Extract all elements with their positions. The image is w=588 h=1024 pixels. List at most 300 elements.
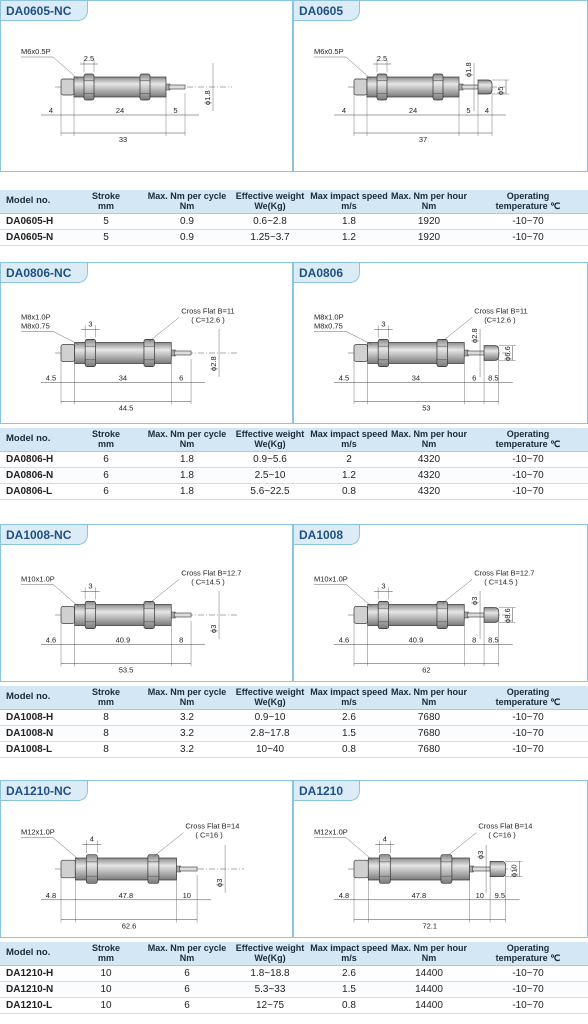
dim-rod-length: 6 [179,373,184,383]
model-number-cell: DA1008-L [0,741,70,757]
column-header [390,428,468,451]
table-cell: 0.9 [142,213,232,229]
cross-flat-label: Cross Flat B=11 [181,306,235,316]
column-header-line: Nm [179,439,195,450]
column-header-line: Effective weight [235,191,305,202]
dim-front-length: 4 [341,106,347,115]
column-header [232,686,308,709]
table-cell: 1.2 [308,467,390,483]
column-header-line: Operating [506,191,550,202]
hex-nut [86,855,97,884]
thread-callout [21,574,79,606]
table-row [0,997,588,1013]
dim-bumper-diameter: ϕ8.6 [502,608,512,623]
table-cell: 8 [70,741,142,757]
column-header-line: temperature ℃ [495,201,561,212]
cross-flat-c: ( C=14.5 ) [191,577,225,587]
column-header [142,942,232,965]
column-header-line: Nm [421,439,437,450]
table-cell: 12~75 [232,997,308,1013]
bumper-cap [484,608,499,623]
dim-front-length: 4.8 [45,890,57,900]
column-header-line: Max. Nm per hour [391,943,468,954]
table-cell: 10 [70,981,142,997]
spec-table [0,942,588,1014]
table-cell: 1.5 [308,725,390,741]
model-number-cell: DA0605-H [0,213,70,229]
column-header [468,686,588,709]
table-cell: 1.8 [308,213,390,229]
dim-body-length: 34 [411,373,421,383]
dim-tip-length: 9.5 [494,890,506,900]
technical-drawing [294,543,587,681]
column-header-line: m/s [341,439,357,450]
bumper-cap [490,861,505,876]
dim-rod-diameter: ϕ1.8 [203,90,212,105]
dim-hex-width: 2.5 [376,54,388,63]
column-header-line: We(Kg) [254,697,286,708]
table-row [0,467,588,483]
column-header [0,190,70,213]
column-header-line: Max. Nm per cycle [147,429,227,440]
column-header [308,942,390,965]
column-header [232,428,308,451]
hex-nut [85,601,96,628]
table-cell: 0.9~10 [232,709,308,725]
model-number-cell: DA1210-N [0,981,70,997]
table-cell: -10~70 [468,451,588,467]
column-header-line: Effective weight [235,687,305,698]
dim-rod-diameter: ϕ1.8 [464,62,473,77]
cross-flat-c: ( C=12.6 ) [191,315,225,325]
cross-flat-c: ( C=16 ) [488,830,516,840]
dim-front-length: 4.8 [338,890,350,900]
technical-drawing [294,19,587,171]
table-cell: 1920 [390,229,468,245]
table-cell: 4320 [390,451,468,467]
table-cell: 6 [142,965,232,981]
table-cell: -10~70 [468,467,588,483]
dim-rod-diameter: ϕ3 [215,878,225,887]
dim-rod-length: 8 [179,635,184,645]
column-header-line: mm [97,953,114,964]
column-header-line: Nm [421,697,437,708]
column-header-line: temperature ℃ [495,953,561,964]
table-cell: -10~70 [468,213,588,229]
column-header-line: Max impact speed [310,429,388,440]
dim-rod-length: 6 [472,373,477,383]
table-cell: -10~70 [468,981,588,997]
table-header-row [0,428,588,451]
thread-callout [314,47,371,79]
column-header [468,190,588,213]
column-header [468,942,588,965]
table-cell: 0.8 [308,741,390,757]
column-header-line: m/s [341,697,357,708]
piston-rod [467,351,484,355]
hex-nut [144,339,155,366]
table-header-row [0,942,588,965]
dim-tip-length: 8.5 [488,635,499,645]
table-row [0,725,588,741]
cross-flat-label: Cross Flat B=14 [185,821,240,831]
dim-rod-diameter: ϕ2.8 [470,328,480,343]
table-cell: 10~40 [232,741,308,757]
table-cell: 8 [70,725,142,741]
front-cap [61,79,74,95]
hex-nut [378,339,389,366]
table-cell: 1.8~18.8 [232,965,308,981]
table-cell: 6 [142,997,232,1013]
table-cell: 14400 [390,997,468,1013]
table-cell: 2.8~17.8 [232,725,308,741]
bumper-cap [478,80,492,94]
thread-spec: M10x1.0P [21,574,55,584]
column-header [390,190,468,213]
table-cell: 2.6 [308,965,390,981]
column-header-line: Model no. [6,947,51,959]
drawing-panel-da1008-nc [0,524,293,682]
dim-body-length: 40.9 [408,635,424,645]
column-header [232,190,308,213]
dim-hex-width: 2.5 [83,54,95,63]
dim-rod-length: 10 [182,890,191,900]
table-cell: 4320 [390,483,468,499]
table-cell: 3.2 [142,741,232,757]
column-header-line: Model no. [6,691,51,703]
table-cell: 4320 [390,467,468,483]
drawing-panel-da0605-nc [0,0,293,172]
column-header-line: Max impact speed [310,191,388,202]
column-header [0,428,70,451]
table-row [0,709,588,725]
shock-absorber-drawing [314,306,528,412]
table-cell: 6 [142,981,232,997]
dim-rod-diameter: ϕ3 [209,624,219,633]
column-header-line: Nm [421,201,437,212]
hex-nut [84,74,94,100]
table-cell: 2 [308,451,390,467]
table-cell: 1.8 [142,483,232,499]
dim-body-length: 47.8 [118,890,134,900]
column-header-line: Max. Nm per hour [391,191,468,202]
table-cell: 10 [70,997,142,1013]
column-header [0,942,70,965]
dim-hex-width: 3 [381,581,386,591]
table-cell: 2.6 [308,709,390,725]
table-row [0,741,588,757]
thread-spec: M8x1.0P M8x0.75 [21,312,51,331]
table-cell: -10~70 [468,965,588,981]
shock-absorber-drawing [21,822,244,931]
column-header-line: Max. Nm per cycle [147,943,227,954]
table-cell: 0.6~2.8 [232,213,308,229]
dim-total-length: 37 [418,135,428,144]
table-header-row [0,686,588,709]
dim-total-length: 62 [422,665,431,675]
shock-absorber-drawing [21,568,241,674]
model-title-tab: DA1210 [294,781,360,801]
column-header-line: Nm [179,697,195,708]
drawing-panel-da1008 [293,524,588,682]
dim-rod-diameter: ϕ3 [470,596,480,605]
column-header-line: Max. Nm per cycle [147,687,227,698]
table-cell: -10~70 [468,483,588,499]
hex-nut [85,339,96,366]
dim-total-length: 44.5 [118,403,134,413]
hex-nut [437,339,448,366]
piston-rod [473,867,491,871]
table-cell: 6 [70,483,142,499]
shock-absorber-drawing [314,47,509,144]
model-number-cell: DA1210-H [0,965,70,981]
dim-total-length: 62.6 [121,921,137,931]
cross-flat-label: Cross Flat B=14 [478,821,533,831]
shock-absorber-drawing [314,568,534,674]
table-cell: 5.3~33 [232,981,308,997]
column-header-line: Stroke [91,429,120,440]
thread-spec: M8x1.0P M8x0.75 [314,312,344,331]
model-number-cell: DA0806-L [0,483,70,499]
table-cell: 2.5~10 [232,467,308,483]
dim-hex-width: 3 [88,319,93,329]
dim-total-length: 72.1 [422,921,438,931]
front-cap [354,345,368,362]
table-cell: 5 [70,229,142,245]
cross-flat-label: Cross Flat B=11 [474,306,528,316]
model-number-cell: DA0806-H [0,451,70,467]
table-cell: -10~70 [468,725,588,741]
dim-hex-width: 3 [381,319,386,329]
column-header-line: Operating [506,687,550,698]
dim-total-length: 33 [118,135,128,144]
thread-spec: M10x1.0P [314,574,348,584]
dim-bumper-diameter: ϕ6.6 [502,346,512,361]
column-header [70,942,142,965]
spec-table [0,686,588,758]
shock-absorber-drawing [21,47,232,144]
model-number-cell: DA1008-N [0,725,70,741]
technical-drawing [1,799,292,937]
column-header-line: m/s [341,953,357,964]
dim-front-length: 4.5 [45,373,57,383]
model-number-cell: DA1210-L [0,997,70,1013]
model-title-tab: DA1008 [294,525,360,545]
table-cell: 5 [70,213,142,229]
column-header [142,686,232,709]
front-cap [61,607,75,624]
column-header-line: Nm [179,953,195,964]
column-header-line: m/s [341,201,357,212]
column-header [390,686,468,709]
model-title-tab: DA0806 [294,263,360,283]
front-cap [354,607,368,624]
table-cell: 0.8 [308,483,390,499]
dim-hex-width: 4 [89,834,94,844]
table-cell: 0.9 [142,229,232,245]
column-header-line: Stroke [91,687,120,698]
table-cell: 1.5 [308,981,390,997]
cross-flat-c: (C=12.6 ) [484,315,516,325]
column-header-line: We(Kg) [254,201,286,212]
dim-tip-length: 4 [484,106,490,115]
dim-total-length: 53.5 [118,665,134,675]
dim-bumper-diameter: ϕ5 [496,86,505,95]
dim-tip-length: 8.5 [488,373,499,383]
table-header-row [0,190,588,213]
dim-body-length: 34 [118,373,128,383]
column-header [390,942,468,965]
drawing-panel-da0806 [293,262,588,424]
hex-nut [140,74,150,100]
table-cell: 14400 [390,965,468,981]
dim-front-length: 4.6 [338,635,350,645]
hex-nut [437,601,448,628]
technical-drawing [1,19,292,171]
table-cell: 1.8 [142,451,232,467]
model-title-tab: DA1008-NC [1,525,88,545]
hex-nut [148,855,159,884]
cross-flat-c: ( C=16 ) [195,830,223,840]
thread-callout [314,312,372,344]
hex-nut [379,855,390,884]
table-cell: 14400 [390,981,468,997]
technical-drawing [294,281,587,423]
hex-nut [144,601,155,628]
table-cell: 0.8 [308,997,390,1013]
thread-callout [314,574,372,606]
table-row [0,483,588,499]
dim-rod-length: 5 [173,106,178,115]
dim-hex-width: 4 [382,834,387,844]
shock-absorber-drawing [21,306,238,412]
table-cell: -10~70 [468,997,588,1013]
piston-rod [174,613,191,617]
column-header-line: Nm [421,953,437,964]
model-title-tab: DA0605 [294,1,360,21]
hex-nut [377,74,387,100]
technical-drawing [294,799,587,937]
drawing-panel-da1210-nc [0,780,293,938]
table-cell: 6 [70,467,142,483]
table-cell: 5.6~22.5 [232,483,308,499]
hex-nut [441,855,452,884]
column-header [468,428,588,451]
table-cell: 3.2 [142,725,232,741]
model-title-tab: DA0806-NC [1,263,88,283]
technical-drawing [1,281,292,423]
thread-spec: M6x0.5P [21,47,51,56]
table-cell: -10~70 [468,741,588,757]
column-header [70,428,142,451]
model-title-tab: DA1210-NC [1,781,88,801]
column-header [308,686,390,709]
piston-rod [462,85,478,89]
front-cap [354,79,367,95]
dim-rod-length: 5 [466,106,471,115]
column-header-line: Stroke [91,191,120,202]
table-cell: 7680 [390,709,468,725]
column-header-line: mm [97,201,114,212]
shock-absorber-drawing [314,822,532,931]
hex-nut [378,601,389,628]
column-header-line: mm [97,439,114,450]
model-number-cell: DA0806-N [0,467,70,483]
drawing-panel-da1210 [293,780,588,938]
column-header [142,190,232,213]
hex-nut [433,74,443,100]
column-header-line: temperature ℃ [495,439,561,450]
thread-callout [21,828,79,860]
column-header [70,190,142,213]
column-header-line: Effective weight [235,943,305,954]
table-cell: 1.25~3.7 [232,229,308,245]
table-cell: 7680 [390,741,468,757]
dim-bumper-diameter: ϕ10 [509,864,519,877]
table-cell: 10 [70,965,142,981]
table-cell: 1920 [390,213,468,229]
column-header-line: Max impact speed [310,687,388,698]
column-header-line: We(Kg) [254,439,286,450]
column-header-line: Operating [506,429,550,440]
dim-hex-width: 3 [88,581,93,591]
piston-rod [180,867,198,871]
drawing-panel-da0605 [293,0,588,172]
column-header [142,428,232,451]
cross-flat-label: Cross Flat B=12.7 [474,568,535,578]
table-cell: -10~70 [468,709,588,725]
column-header-line: Nm [179,201,195,212]
column-header [308,190,390,213]
front-cap [61,345,75,362]
piston-rod [174,351,191,355]
table-cell: 1.2 [308,229,390,245]
thread-spec: M12x1.0P [314,827,348,837]
column-header-line: Model no. [6,433,51,445]
model-title-tab: DA0605-NC [1,1,88,21]
drawing-panel-da0806-nc [0,262,293,424]
thread-callout [21,47,78,79]
column-header-line: Operating [506,943,550,954]
thread-callout [314,828,372,860]
table-row [0,981,588,997]
technical-drawing [1,543,292,681]
column-header-line: Max impact speed [310,943,388,954]
dim-front-length: 4.5 [338,373,350,383]
column-header [70,686,142,709]
dim-rod-length: 8 [472,635,477,645]
thread-spec: M12x1.0P [21,827,55,837]
dim-body-length: 24 [115,106,125,115]
table-cell: 8 [70,709,142,725]
model-number-cell: DA0605-N [0,229,70,245]
dim-rod-diameter: ϕ3 [476,850,486,859]
model-number-cell: DA1008-H [0,709,70,725]
thread-callout [21,312,79,344]
spec-table [0,190,588,246]
column-header-line: Model no. [6,195,51,207]
dim-rod-length: 10 [475,890,484,900]
cross-flat-c: ( C=14.5 ) [484,577,518,587]
column-header-line: Max. Nm per hour [391,429,468,440]
column-header-line: mm [97,697,114,708]
column-header-line: Max. Nm per cycle [147,191,227,202]
table-cell: 0.9~5.6 [232,451,308,467]
column-header [308,428,390,451]
spec-table [0,428,588,500]
column-header-line: Max. Nm per hour [391,687,468,698]
dim-total-length: 53 [422,403,431,413]
